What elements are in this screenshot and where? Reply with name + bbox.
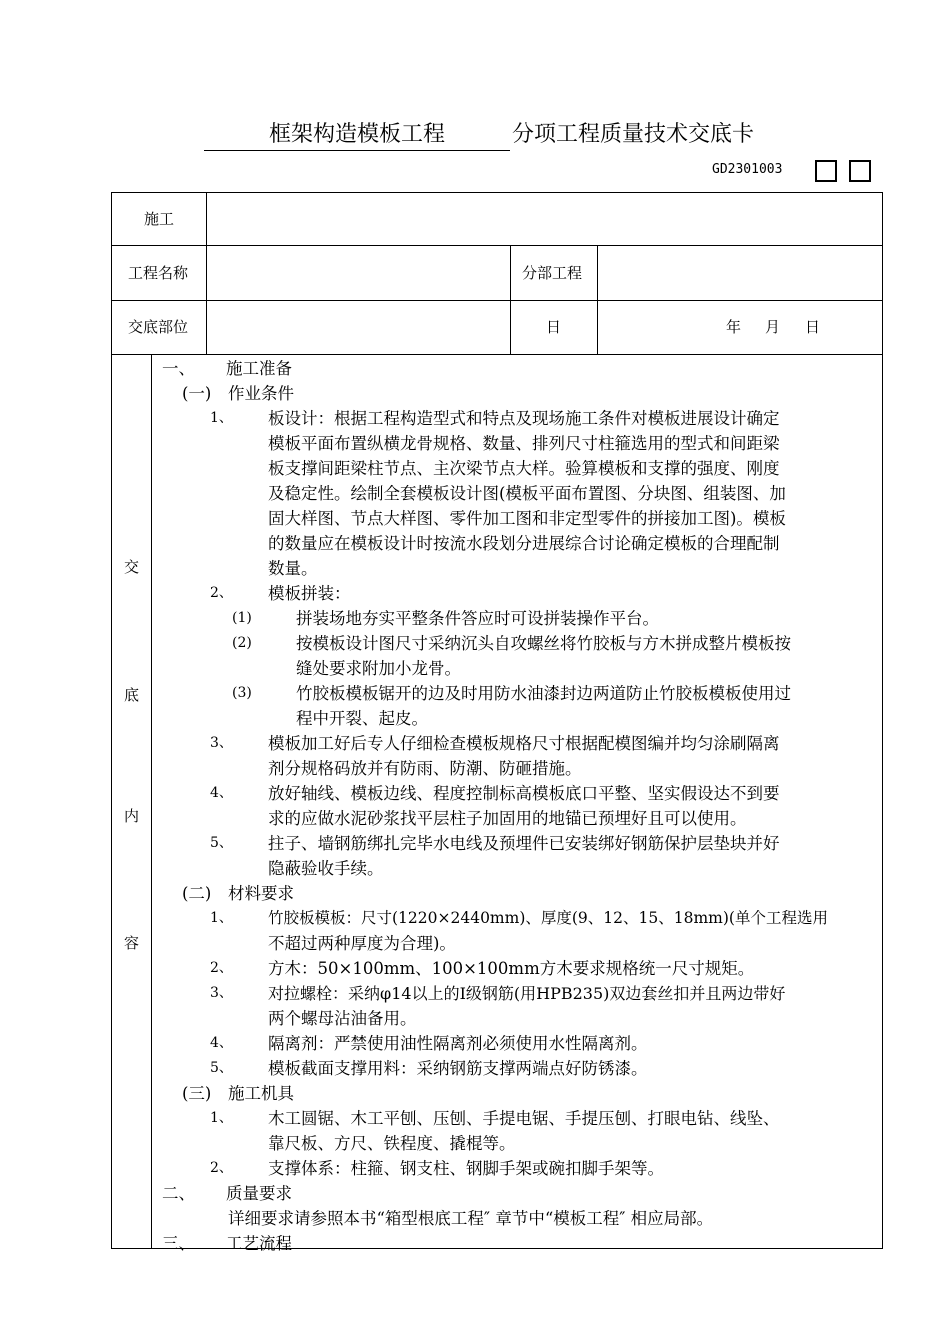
checkbox-2[interactable] (849, 160, 871, 182)
location-label: 交底部位 (128, 318, 189, 336)
date-month: 月 (765, 318, 781, 336)
text-line: 两个螺母沾油备用。 (268, 1009, 417, 1028)
project-title: 框架构造模板工程 (204, 120, 510, 151)
item-number: 5、 (210, 1060, 233, 1076)
section-number: 二、 (162, 1184, 195, 1203)
project-name-value[interactable] (210, 249, 506, 297)
section-title: 质量要求 (226, 1184, 292, 1203)
side-label-char: 容 (123, 934, 139, 952)
col-divider (151, 354, 152, 1249)
item-number: 1、 (210, 410, 233, 426)
section-number: 一、 (162, 359, 195, 378)
text-line: 板设计：根据工程构造型式和特点及现场施工条件对模板进展设计确定 (268, 409, 780, 428)
text-line: 拼装场地夯实平整条件答应时可设拼装操作平台。 (296, 609, 659, 628)
text-line: 按模板设计图尺寸采纳沉头自攻螺丝将竹胶板与方木拼成整片模板按 (296, 634, 791, 653)
text-line: 求的应做水泥砂浆找平层柱子加固用的地锚已预埋好且可以使用。 (268, 809, 747, 828)
side-label-char: 底 (123, 686, 139, 704)
item-number: 1、 (210, 910, 233, 926)
checkbox-1[interactable] (815, 160, 837, 182)
text-line: 对拉螺栓：采纳φ14以上的Ⅰ级钢筋(用HPB235)双边套丝扣并且两边带好 (268, 984, 786, 1003)
item-number: 4、 (210, 1035, 233, 1051)
subsection-number: (三) (182, 1084, 212, 1103)
text-line: 支撑体系：柱箍、钢支柱、钢脚手架或碗扣脚手架等。 (268, 1159, 664, 1178)
text-line: 不超过两种厚度为合理)。 (268, 934, 456, 953)
row-divider (111, 300, 883, 301)
item-number: 4、 (210, 785, 233, 801)
text-line: 固大样图、节点大样图、零件加工图和非定型零件的拼接加工图)。模板 (268, 509, 786, 528)
row-divider (111, 245, 883, 246)
text-line: 拄子、墙钢筋绑扎完毕水电线及预埋件已安装绑好钢筋保护层垫块并好 (268, 834, 780, 853)
day-label: 日 (546, 318, 562, 336)
item-number: 3、 (210, 985, 233, 1001)
side-label-char: 内 (123, 807, 139, 825)
document-title (0, 120, 950, 154)
text-line: 隐蔽验收手续。 (268, 859, 384, 878)
item-number: 3、 (210, 735, 233, 751)
text-line: 放好轴线、模板边线、程度控制标高模板底口平整、坚实假设达不到要 (268, 784, 780, 803)
side-label-char: 交 (123, 558, 139, 576)
text-line: 隔离剂：严禁使用油性隔离剂必须使用水性隔离剂。 (268, 1034, 648, 1053)
construction-value[interactable] (210, 196, 878, 242)
section-title: 施工准备 (226, 359, 292, 378)
col-divider (206, 192, 207, 354)
col-divider (510, 245, 511, 354)
section-title: 工艺流程 (226, 1234, 292, 1253)
text-line: 详细要求请参照本书“箱型根底工程″ 章节中“模板工程″ 相应局部。 (228, 1209, 714, 1228)
item-number: 5、 (210, 835, 233, 851)
sub-project-value[interactable] (601, 249, 879, 297)
text-line: 竹胶板模板：尺寸(1220×2440mm)、厚度(9、12、15、18mm)(单个工程选用 (268, 909, 828, 927)
form-code: GD2301003 (712, 162, 783, 177)
text-line: 剂分规格码放并有防雨、防潮、防砸措施。 (268, 759, 582, 778)
text-line: 程中开裂、起皮。 (296, 709, 428, 728)
text-line: 木工圆锯、木工平刨、压刨、手提电锯、手提压刨、打眼电钻、线坠、 (268, 1109, 780, 1128)
text-line: 模板加工好后专人仔细检查模板规格尺寸根据配模图编并均匀涂刷隔离 (268, 734, 780, 753)
construction-label: 施工 (144, 210, 175, 228)
text-line: 方木：50×100mm、100×100mm方木要求规格统一尺寸规矩。 (268, 959, 755, 978)
sub-item-number: (2) (232, 635, 252, 651)
date-year: 年 (726, 318, 742, 336)
text-line: 模板截面支撑用料：采纳钢筋支撑两端点好防锈漆。 (268, 1059, 648, 1078)
text-line: 竹胶板模板锯开的边及时用防水油漆封边两道防止竹胶板模板使用过 (296, 684, 791, 703)
text-line: 板支撑间距梁柱节点、主次梁节点大样。验算模板和支撑的强度、刚度 (268, 459, 780, 478)
text-line: 缝处要求附加小龙骨。 (296, 659, 461, 678)
title-suffix: 分项工程质量技术交底卡 (512, 122, 755, 147)
text-line: 数量。 (268, 559, 318, 578)
subsection-number: (一) (182, 384, 212, 403)
item-number: 2、 (210, 1160, 233, 1176)
subsection-title: 施工机具 (228, 1084, 294, 1103)
sub-item-number: (3) (232, 685, 252, 701)
subsection-title: 作业条件 (228, 384, 294, 403)
location-value[interactable] (210, 304, 506, 351)
text-line: 及稳定性。绘制全套模板设计图(模板平面布置图、分块图、组装图、加 (268, 484, 786, 503)
item-number: 2、 (210, 960, 233, 976)
project-name-label: 工程名称 (128, 264, 189, 282)
section-number: 三、 (162, 1234, 195, 1253)
col-divider (597, 245, 598, 354)
subsection-title: 材料要求 (228, 884, 294, 903)
text-line: 的数量应在模板设计时按流水段划分进展综合讨论确定模板的合理配制 (268, 534, 780, 553)
date-day: 日 (805, 318, 821, 336)
row-divider (111, 354, 883, 355)
sub-item-number: (1) (232, 610, 252, 626)
subsection-number: (二) (182, 884, 212, 903)
sub-project-label: 分部工程 (522, 264, 583, 282)
item-number: 2、 (210, 585, 233, 601)
text-line: 模板拼装： (268, 584, 351, 603)
text-line: 模板平面布置纵横龙骨规格、数量、排列尺寸柱箍选用的型式和间距梁 (268, 434, 780, 453)
text-line: 靠尺板、方尺、铁程度、撬棍等。 (268, 1134, 516, 1153)
item-number: 1、 (210, 1110, 233, 1126)
